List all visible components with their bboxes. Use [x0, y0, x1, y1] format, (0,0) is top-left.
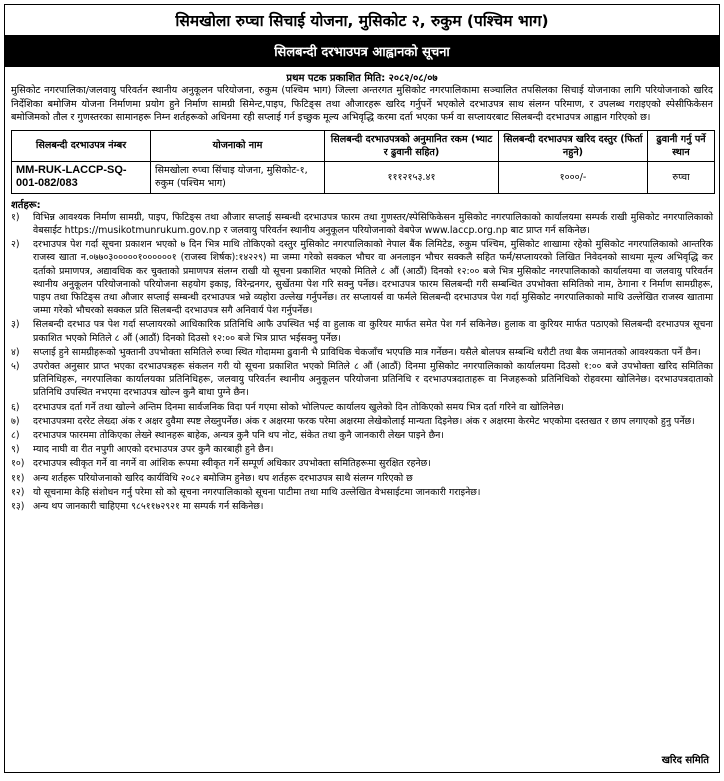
project-name: सिमखोला रुप्चा सिंचाइ योजना, मुसिकोट-१, रुकुम (पश्चिम भाग) [151, 161, 325, 193]
col-header-delivery: ढुवानी गर्नु पर्ने स्थान [648, 130, 715, 161]
condition-text: अन्य थप जानकारी चाहिएमा ९८५११७२९२१ मा सम्पर्क गर्न सकिनेछ। [33, 501, 264, 513]
condition-item [11, 238, 713, 317]
condition-item [11, 457, 713, 470]
condition-number: ९) [11, 444, 20, 456]
condition-number: १२) [11, 486, 25, 498]
condition-text: दरभाउपत्र दर्ता गर्ने तथा खोल्ने अन्तिम दिनमा सार्वजनिक विदा पर्न गएमा सोको भोलिपल्ट कार्यालय खुलेको दिन तोकिएको समय भित्र दर्ता गरिने वा खोलिनेछ। [33, 401, 564, 413]
condition-item [11, 443, 713, 456]
condition-number: ११) [11, 472, 25, 484]
publish-date: प्रथम पटक प्रकाशित मिति: २०८२/०८/०७ [286, 73, 438, 84]
condition-item [11, 360, 713, 400]
col-header-fee: सिलबन्दी दरभाउपत्र खरिद दस्तुर (फिर्ता नहुने) [499, 130, 648, 161]
notice-banner: सिलबन्दी दरभाउपत्र आह्वानको सूचना [5, 36, 719, 66]
condition-number: १३) [11, 501, 25, 513]
condition-item [11, 486, 713, 499]
condition-text: दरभाउपत्र पेश गर्दा सूचना प्रकाशन भएको ७ दिन भित्र माथि तोकिएको दस्तुर मुसिकोट नगरपालिकाको नेपाल बैंक लिमिटेड, रुकुम पश्चिम, मुसिकोट शाखामा रहेको मुसिकोट नगरपालिकाको आन्तरिक राजस्व खाता न.०७७०३०००००१००००००१ (राजस्व शिर्षक):१४२२९) मा जम्मा गरेको सक्कल भौचर वा अनलाइन भौचर सक्कलै सहित फर्म/सप्लायरको लिखित निवेदनको साथमा मूल्य अभिवृद्धि कर दर्ताको प्रमाणपत्र, अद्यावधिक कर चुक्ताको प्रमाणपत्र संलग्न राखी यो सूचना प्रकाशित भएको मितिले ८ औं (आठौं) दिनको १२:०० बजे भित्र मुसिकोट नगरपालिकाको कार्यालयमा वा जलवायु परिवर्तन स्थानीय अनुकूलन परियोजनाको परियोजना सहयोग इकाइ, विरेन्द्रनगर, सुर्खेतमा पेश गरि सक्नु पर्नेछ। दरभाउपत्र फारम सिलबन्दी गरी सम्बन्धित उपभोक्ता समितिको नाम, ठेगाना र निर्माण सामग्रीहरू, पाइप तथा फिटिङ्स तथा औजार सप्लाई सम्बन्धी दरभाउपत्र भन्ने व्यहोरा उल्लेख गर्नुपर्नेछ। तर सप्लायर्स वा फर्मले सिलबन्दी दरभाउपत्र पेश गर्दा मुसिकोट नगरपालिकाको माथि उल्लेखित राजस्व खातामा जम्मा गरेको भौचरको सक्कल प्रति सिलबन्दी दरभाउपत्र सगै अनिवार्य पेश गर्नुपर्नेछ। [33, 239, 713, 317]
condition-item [11, 415, 713, 428]
table-header-row [12, 130, 715, 161]
conditions-list [5, 211, 719, 513]
purchase-fee: १०००/- [499, 161, 648, 193]
condition-text: सिलबन्दी दरभाउ पत्र पेश गर्दा सप्लायरको आधिकारिक प्रतिनिधि आफै उपस्थित भई वा हुलाक वा कुरियर मार्फत समेत पेश गर्न सकिनेछ। हुलाक वा कुरियर मार्फत पठाएको सिलबन्दी दरभाउपत्र सूचना प्रकाशित भएको मितिले ८ औं (आठौं) दिनको दिउसो १२:०० बजे भित्र प्राप्त भईसक्नु पर्नेछ। [33, 319, 713, 344]
condition-number: ७) [11, 415, 20, 427]
condition-text: अन्य शर्तहरू परियोजनाको खरिद कार्यविधि २०८२ बमोजिम हुनेछ। थप शर्तहरू दरभाउपत्र साथै संलग्न गरिएको छ [33, 472, 413, 484]
condition-text: सप्लाई हुने सामग्रीहरूको भुक्तानी उपभोक्ता समितिले रुप्चा स्थित गोदाममा ढुवानी भै प्राविधिक चेकजाँच भएपछि मात्र गर्नेछन। यसैले बोलपत्र सम्बन्धि धरौटी तथा बैक जमानतको आवश्यकता पर्ने छैन। [33, 346, 701, 358]
condition-item [11, 429, 713, 442]
condition-item [11, 500, 713, 513]
condition-text: उपरोक्त अनुसार प्राप्त भएका दरभाउपत्रहरू संकलन गरी यो सूचना प्रकाशित भएको मितिले ८ औं (आठौं) दिनमा मुसिकोट नगरपालिकाको कार्यालयमा दिउसो १:०० बजे उपभोक्ता खरिद समितिका प्रतिनिधिहरू, नगरपालिका कार्यालयका प्रतिनिधिहरू, जलवायु परिवर्तन स्थानीय अनुकूलन परियोजना प्रतिनिधि र दरभाउपत्रदाताहरू वा निजहरूको प्रतिनिधिको रोहवरमा खोलिनेछ। दरभाउपत्रदाताको प्रतिनिधि उपस्थित नभएमा दरभाउपत्र खोल्न कुनै बाधा पुग्ने छैन। [33, 361, 713, 399]
condition-number: २) [11, 239, 20, 251]
banner-row [5, 36, 719, 67]
condition-item [11, 401, 713, 414]
condition-number: ४) [11, 346, 20, 358]
condition-text: म्याद नाघी वा रीत नपुगी आएको दरभाउपत्र उपर कुनै कारबाही हुने छैन। [33, 444, 274, 456]
estimate-amount: १११२१५३.४१ [325, 161, 499, 193]
notice-page [4, 4, 720, 773]
condition-item [11, 318, 713, 344]
tender-table [11, 130, 715, 194]
condition-number: १०) [11, 458, 25, 470]
condition-text: दरभाउपत्र फारममा तोकिएका लेख्ने स्थानहरू बाहेक, अन्यत्र कुनै पनि थप नोट, संकेत तथा कुनै जानकारी लेख्न पाइने छैन। [33, 430, 444, 442]
signature-label: खरिद समिति [661, 755, 709, 766]
tender-number: MM-RUK-LACCP-SQ-001-082/083 [12, 161, 151, 193]
condition-text: दरभाउपत्रमा दररेट लेख्दा अंक र अक्षर दुवैमा स्पष्ट लेख्नुपर्नेछ। अंक र अक्षरमा फरक परेमा अक्षरमा लेखेकोलाई मान्यता दिइनेछ। अंक र अक्षरमा केरमेट भएकोमा दस्तखत र छाप लगाएको हुनु पर्नेछ। [33, 415, 695, 427]
condition-number: ६) [11, 401, 20, 413]
col-header-project: योजनाको नाम [151, 130, 325, 161]
condition-number: ५) [11, 361, 20, 373]
condition-number: १) [11, 211, 20, 223]
condition-item [11, 472, 713, 485]
condition-text: यो सूचनामा केहि संशोधन गर्नु परेमा सो को सूचना नगरपालिकाको सूचना पाटीमा तथा माथि उल्लेखित वेभसाईटमा जानकारी गराइनेछ। [33, 486, 481, 498]
col-header-number: सिलबन्दी दरभाउपत्र नंम्बर [12, 130, 151, 161]
notice-title: सिमखोला रुप्चा सिचाई योजना, मुसिकोट २, रुकुम (पश्चिम भाग) [5, 5, 719, 36]
condition-text: विभिन्न आवश्यक निर्माण सामग्री, पाइप, फिटिङ्स तथा औजार सप्लाई सम्बन्धी दरभाउपत्र फारम तथा गुणस्तर/स्पेसिफिकेसन मुसिकोट नगरपालिकाको कार्यालयमा सम्पर्क राखी मुसिकोट नगरपालिकाको वेबसाईट https://musikotmunrukum.gov.np र जलवायु परिवर्तन स्थानीय अनुकूलन परियोजनाको वेबपेज www.laccp.org.np बाट प्राप्त गर्न सकिनेछ। [33, 211, 713, 236]
condition-text: दरभाउपत्र स्वीकृत गर्ने वा नगर्ने वा आंशिक रूपमा स्वीकृत गर्ने सम्पूर्ण अधिकार उपभोक्ता समितिहरूमा सुरक्षित रहनेछ। [33, 458, 431, 470]
table-row [12, 161, 715, 193]
conditions-heading: शर्तहरू: [11, 199, 41, 211]
condition-number: ८) [11, 430, 20, 442]
delivery-place: रुप्चा [648, 161, 715, 193]
condition-item [11, 211, 713, 237]
condition-number: ३) [11, 319, 20, 331]
intro-paragraph: मुसिकोट नगरपालिका/जलवायु परिवर्तन स्थानीय अनुकूलन परियोजना, रुकुम (पश्चिम भाग) जिल्ला अन्तरगत मुसिकोट नगरपालिकामा सञ्चालित तपसिलका सिचाई योजनाका लागि परियोजनाको खरिद निर्देशिका बमोजिम योजना निर्माणमा प्रयोग हुने निर्माण सामग्री सिमेन्ट,पाइप, फिटिङ्स तथा औजारहरू खरिद गर्नुपर्ने भएकोले दरभाउपत्र साथ संलग्न परिमाण, र उपलब्ध गराइएको स्पेसीफिकेसन बमोजिमको तौल र गुणस्तरका सामानहरू निम्न शर्तहरूको अधिनमा रही सप्लाई गर्न इच्छुक मूल्य अभिवृद्धि करमा दर्ता भएका फर्म वा सप्लायरबाट सिलबन्दी दरभाउपत्र आह्वान गरिएको छ। [11, 85, 713, 124]
col-header-estimate: सिलबन्दी दरभाउपत्रको अनुमानित रकम (भ्याट र ढुवानी सहित) [325, 130, 499, 161]
condition-item [11, 346, 713, 359]
